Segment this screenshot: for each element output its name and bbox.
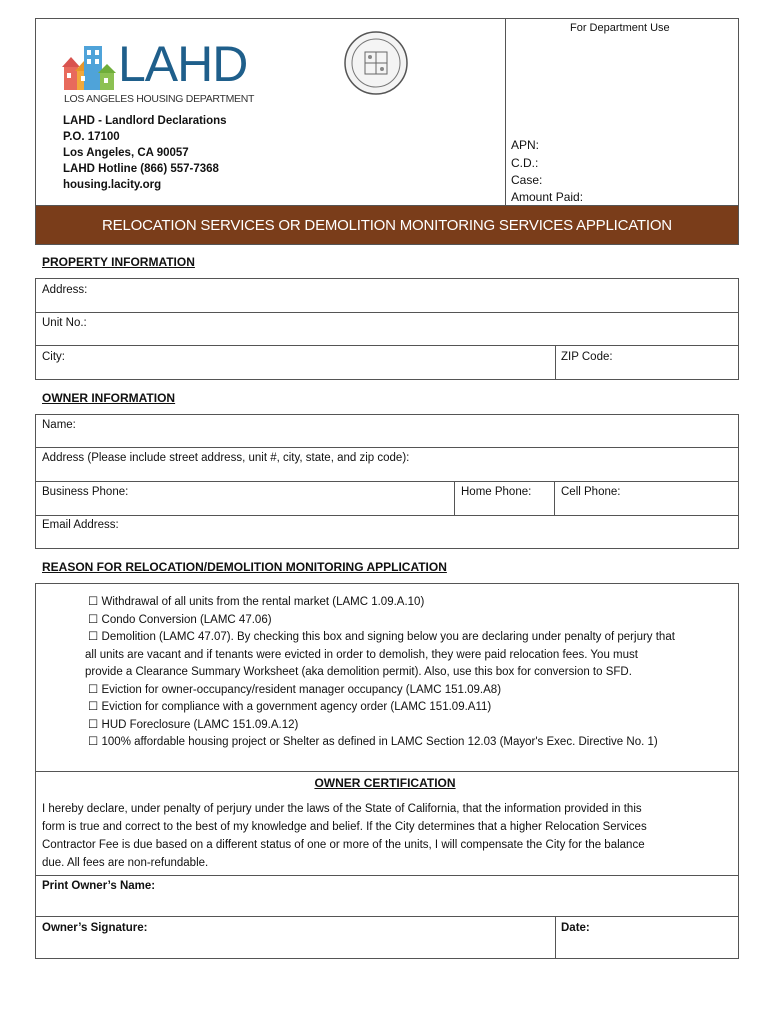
logo-text: LAHD (118, 36, 248, 92)
city-seal (343, 30, 409, 96)
reason-option-demolition[interactable]: ☐ Demolition (LAMC 47.07). By checking this box and signing below you are declaring under penalty of perjury that (88, 631, 675, 643)
address-line-1: LAHD - Landlord Declarations (63, 115, 227, 127)
lahd-logo (62, 36, 262, 106)
property-row-divider-1 (35, 312, 739, 313)
reason-option-condo[interactable]: ☐ Condo Conversion (LAMC 47.06) (88, 613, 272, 626)
reason-option-owner-occupancy[interactable]: ☐ Eviction for owner-occupancy/resident manager occupancy (LAMC 151.09.A8) (88, 683, 502, 696)
address-line-5: housing.lacity.org (63, 179, 162, 191)
checkbox-icon[interactable]: ☐ (88, 736, 102, 748)
owner-row-divider-3 (35, 515, 739, 516)
reason-demolition-cont-2: provide a Clearance Summary Worksheet (aka demolition permit). Also, use this box for conversion to SFD. (85, 666, 632, 678)
dept-use-label: For Department Use (570, 22, 670, 34)
address-line-2: P.O. 17100 (63, 131, 120, 143)
owner-name-field[interactable]: Name: (42, 419, 76, 431)
unit-no-field[interactable]: Unit No.: (42, 317, 87, 329)
property-heading: PROPERTY INFORMATION (42, 255, 195, 269)
checkbox-icon[interactable]: ☐ (88, 701, 102, 713)
owner-signature-field[interactable]: Owner’s Signature: (42, 922, 148, 934)
home-phone-divider (454, 481, 455, 515)
address-line-3: Los Angeles, CA 90057 (63, 147, 189, 159)
address-line-4: LAHD Hotline (866) 557-7368 (63, 163, 219, 175)
checkbox-icon[interactable]: ☐ (88, 718, 102, 731)
reason-demolition-cont-1: all units are vacant and if tenants were evicted in order to demolish, they were paid relocation fees. You must (85, 648, 638, 661)
property-address-field[interactable]: Address: (42, 284, 88, 296)
date-field[interactable]: Date: (561, 922, 590, 934)
checkbox-icon[interactable]: ☐ (88, 631, 102, 643)
owner-heading: OWNER INFORMATION (42, 391, 176, 405)
zip-code-field[interactable]: ZIP Code: (561, 351, 613, 363)
case-field[interactable]: Case: (511, 173, 543, 187)
checkbox-icon[interactable]: ☐ (88, 596, 102, 608)
certification-heading: OWNER CERTIFICATION (314, 776, 456, 790)
city-field[interactable]: City: (42, 351, 65, 363)
logo-subtitle: LOS ANGELES HOUSING DEPARTMENT (64, 93, 255, 105)
signature-top-divider (35, 916, 739, 917)
reason-option-affordable-housing[interactable]: ☐ 100% affordable housing project or Shelter as defined in LAMC Section 12.03 (Mayor's Exec. Directive No. 1) (88, 736, 658, 748)
print-name-top-divider (35, 875, 739, 876)
checkbox-icon[interactable]: ☐ (88, 683, 102, 696)
owner-row-divider-1 (35, 447, 739, 448)
cell-phone-divider (554, 481, 555, 515)
reason-heading: REASON FOR RELOCATION/DEMOLITION MONITORING APPLICATION (42, 560, 447, 574)
cd-field[interactable]: C.D.: (511, 156, 539, 170)
form-title: RELOCATION SERVICES OR DEMOLITION MONITORING SERVICES APPLICATION (35, 205, 739, 245)
certification-divider (35, 771, 739, 772)
owner-row-divider-2 (35, 481, 739, 482)
certification-text: I hereby declare, under penalty of perjury under the laws of the State of California, that the information provided in this form is true and correct to the best of my knowledge and belief. If the City determines that a higher Relocation Services Contractor Fee is due based on a different status of one or more of the units, I will compensate the City for the balance due. All fees are non-refundable. (42, 803, 647, 869)
email-address-field[interactable]: Email Address: (42, 519, 119, 531)
print-owner-name-field[interactable]: Print Owner’s Name: (42, 880, 156, 892)
owner-address-field[interactable]: Address (Please include street address, unit #, city, state, and zip code): (42, 452, 410, 464)
reason-option-hud-foreclosure[interactable]: ☐ HUD Foreclosure (LAMC 151.09.A.12) (88, 718, 299, 731)
reason-option-withdrawal[interactable]: ☐ Withdrawal of all units from the rental market (LAMC 1.09.A.10) (88, 596, 425, 608)
property-box (35, 278, 739, 380)
checkbox-icon[interactable]: ☐ (88, 613, 102, 626)
cell-phone-field[interactable]: Cell Phone: (561, 486, 621, 498)
property-row-divider-2 (35, 345, 739, 346)
header-divider (505, 18, 506, 206)
amount-paid-field[interactable]: Amount Paid: (511, 190, 584, 204)
seal-icon (343, 30, 409, 96)
home-phone-field[interactable]: Home Phone: (461, 486, 532, 498)
date-divider (555, 916, 556, 959)
zip-divider (555, 345, 556, 380)
business-phone-field[interactable]: Business Phone: (42, 486, 129, 498)
apn-field[interactable]: APN: (511, 138, 540, 152)
reason-options (85, 594, 738, 752)
reason-option-government-order[interactable]: ☐ Eviction for compliance with a government agency order (LAMC 151.09.A11) (88, 701, 492, 713)
